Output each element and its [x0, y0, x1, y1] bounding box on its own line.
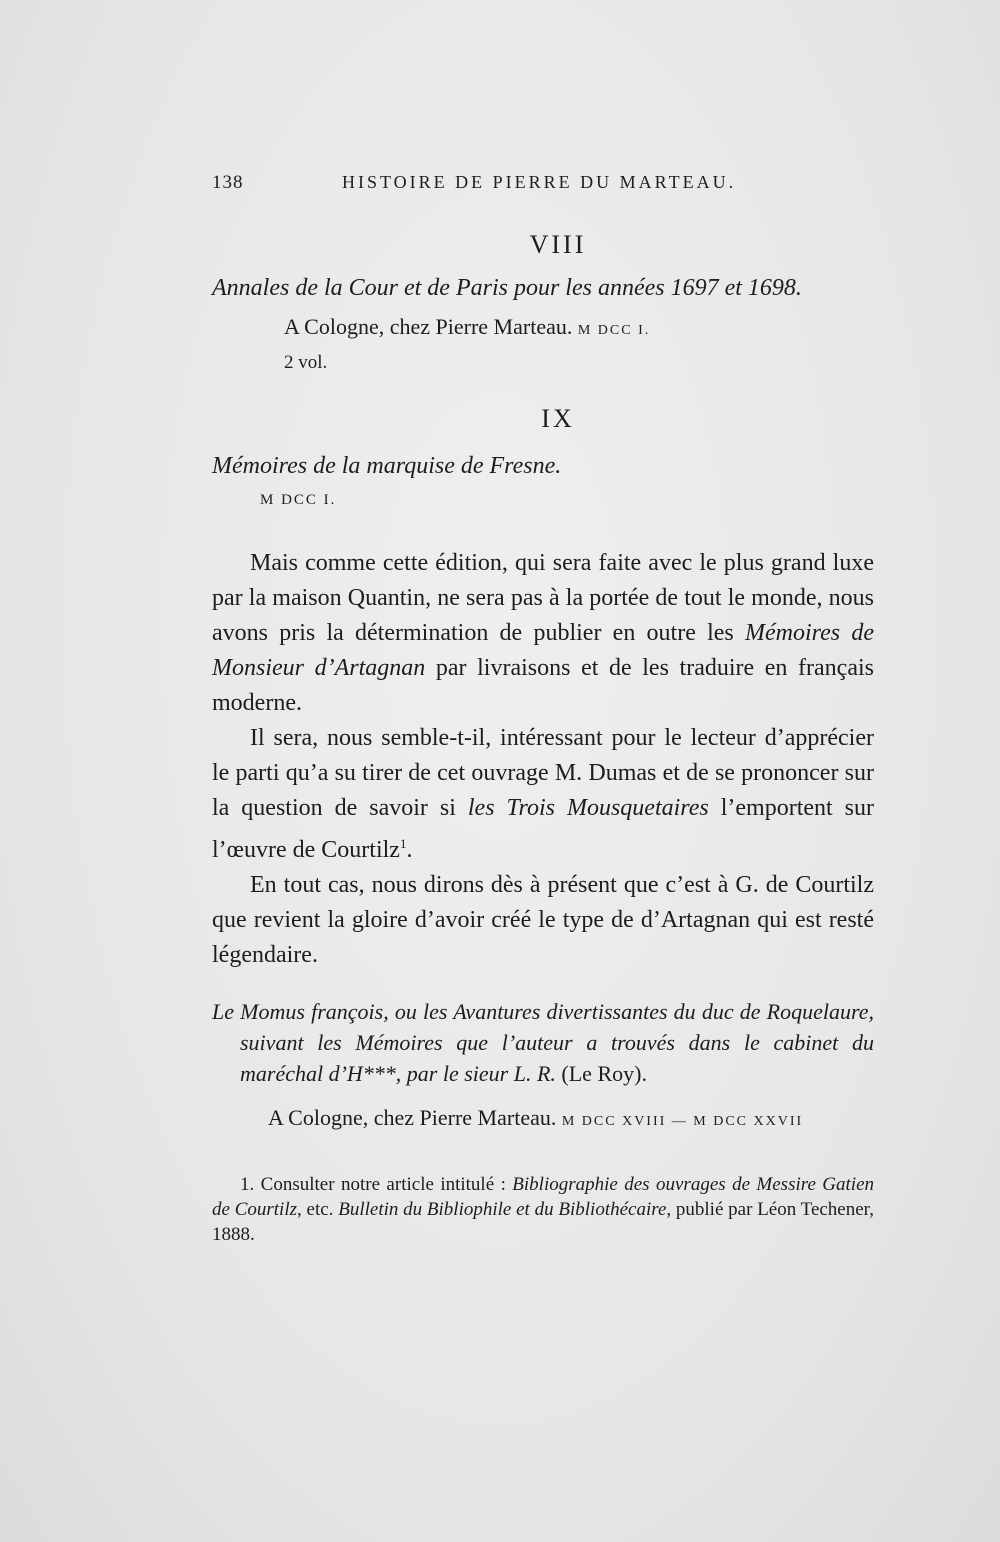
italic-title: les Trois Mousquetaires: [467, 795, 709, 821]
footnote: [212, 1172, 874, 1247]
footnote-marker: 1: [399, 836, 407, 851]
section-ix: [212, 404, 874, 509]
paragraph: [212, 546, 874, 721]
entry-title: [212, 996, 874, 1089]
entry-date: M DCC I.: [260, 492, 337, 508]
text-run: Le Momus françois, ou les Avantures divertissantes du duc de Roquelaure, suivant les Mémoires que l’auteur a trouvés dans le cabinet du maréchal d’H***, par le sieur L. R.: [212, 999, 874, 1086]
running-title: HISTOIRE DE PIERRE DU MARTEAU.: [342, 172, 737, 192]
running-header: [212, 172, 874, 202]
imprint: [212, 1103, 874, 1137]
italic-title: Bibliographie des ouvrages de Messire Gatien de Courtilz: [212, 1174, 875, 1220]
imprint-date: M DCC XVIII — M DCC XXVII: [561, 1114, 804, 1129]
text-run: (Le Roy).: [561, 1061, 647, 1086]
entry-title: Annales de la Cour et de Paris pour les années 1697 et 1698.: [212, 275, 802, 301]
text-run: Mais comme cette édition, qui sera faite avec le plus grand luxe par la maison Quantin, ne sera pas à la portée de tout le monde, nous avons pris la détermination de publier en outre les: [212, 550, 874, 646]
imprint-date: M DCC I.: [577, 323, 651, 338]
text-run: par livraisons et de les traduire en français moderne.: [212, 655, 874, 716]
volume-count: 2 vol.: [284, 352, 328, 373]
footnote-number: 1.: [240, 1174, 261, 1195]
italic-title: Bulletin du Bibliophile et du Bibliothécaire: [338, 1199, 667, 1220]
text-run: .: [406, 837, 413, 863]
section-number: VIII: [529, 230, 587, 259]
bibliographic-entry: [212, 996, 874, 1137]
paragraph: En tout cas, nous dirons dès à présent que c’est à G. de Courtilz que revient la gloire d’avoir créé le type de d’Artagnan qui est resté légendaire.: [212, 872, 874, 968]
section-number: IX: [541, 404, 575, 433]
entry-title: Mémoires de la marquise de Fresne.: [212, 453, 562, 479]
text-run: , publié par Léon Techener, 1888.: [212, 1199, 874, 1245]
imprint: [212, 312, 874, 346]
imprint-place: A Cologne, chez Pierre Marteau.: [284, 314, 573, 339]
text-run: , etc.: [297, 1199, 339, 1220]
italic-title: Mémoires de Monsieur d’Artagnan: [212, 620, 874, 681]
text-run: Consulter notre article intitulé :: [260, 1174, 513, 1195]
text-run: Il sera, nous semble-t-il, intéressant pour le lecteur d’apprécier le parti qu’a su tirer de cet ouvrage M. Dumas et de se prononcer sur la question de savoir si: [212, 725, 874, 821]
text-run: l’emportent sur l’œuvre de Courtilz: [212, 795, 875, 863]
imprint-place: A Cologne, chez Pierre Marteau.: [268, 1105, 557, 1130]
section-viii: [212, 230, 874, 374]
page-number: 138: [212, 172, 244, 193]
footnote-text: [212, 1172, 874, 1247]
paragraph: [212, 721, 874, 868]
body-text: [212, 546, 874, 973]
